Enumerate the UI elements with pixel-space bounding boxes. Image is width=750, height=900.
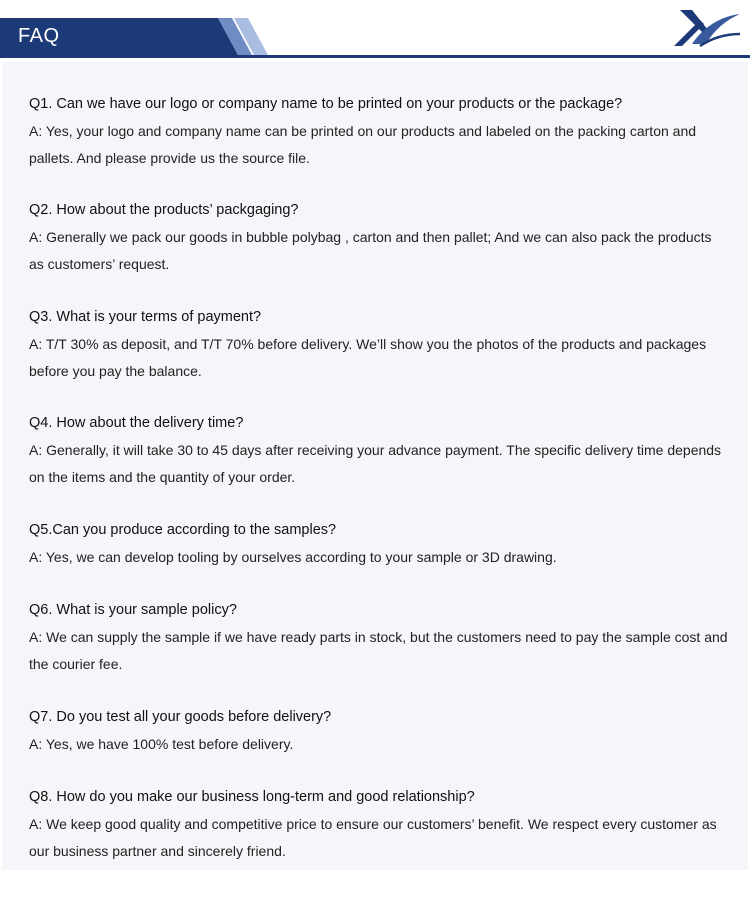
faq-answer: A: Generally, it will take 30 to 45 days after receiving your advance payment. The specific delivery time depends on the items and the quantity of your order. <box>29 442 722 485</box>
faq-question: Q4. How about the delivery time? <box>29 415 244 431</box>
faq-question: Q6. What is your sample policy? <box>29 602 237 618</box>
faq-answer: A: T/T 30% as deposit, and T/T 70% before delivery. We’ll show you the photos of the products and packages before you pay the balance. <box>29 336 707 379</box>
faq-item-6 <box>29 600 729 677</box>
faq-question: Q5.Can you produce according to the samples? <box>29 522 337 538</box>
faq-item-1 <box>29 94 729 171</box>
faq-answer: A: We can supply the sample if we have ready parts in stock, but the customers need to pay the sample cost and the courier fee. <box>29 629 728 672</box>
faq-answer: A: Generally we pack our goods in bubble polybag , carton and then pallet; And we can also pack the products as customers’ request. <box>29 229 712 272</box>
faq-answer: A: Yes, your logo and company name can be printed on our products and labeled on the packing carton and pallets. And please provide us the source file. <box>29 123 697 166</box>
faq-question: Q3. What is your terms of payment? <box>29 309 262 325</box>
header-divider <box>0 55 750 58</box>
faq-answer: A: We keep good quality and competitive price to ensure our customers’ benefit. We respect every customer as our business partner and sincerely friend. <box>29 816 717 859</box>
page-header <box>0 0 750 60</box>
faq-question: Q2. How about the products’ packgaging? <box>29 202 299 218</box>
faq-question: Q8. How do you make our business long-term and good relationship? <box>29 789 475 805</box>
faq-question: Q7. Do you test all your goods before delivery? <box>29 709 332 725</box>
faq-title-tab <box>0 18 268 55</box>
faq-answer: A: Yes, we can develop tooling by ourselves according to your sample or 3D drawing. <box>29 549 557 565</box>
faq-question: Q1. Can we have our logo or company name to be printed on your products or the package? <box>29 96 623 112</box>
faq-item-4 <box>29 413 729 490</box>
faq-item-8 <box>29 787 729 864</box>
company-logo-icon <box>670 6 742 50</box>
faq-item-5 <box>29 520 729 571</box>
faq-answer: A: Yes, we have 100% test before delivery. <box>29 736 294 752</box>
faq-item-7 <box>29 707 729 758</box>
faq-item-3 <box>29 307 729 384</box>
faq-item-2 <box>29 200 729 277</box>
page-title: FAQ <box>18 25 60 47</box>
